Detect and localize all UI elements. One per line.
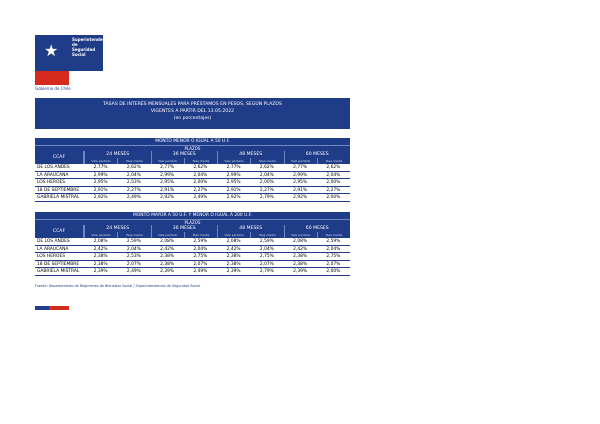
rate-cell: 2,75% <box>250 253 283 261</box>
rate-cell: 2,39% <box>284 268 317 276</box>
rate-cell: 2,38% <box>84 253 117 261</box>
rate-cell: 2,38% <box>151 253 184 261</box>
sub-header-media: Tasa media <box>184 158 217 164</box>
rate-cell: 2,49% <box>117 268 150 276</box>
sub-header-media: Tasa media <box>317 232 350 238</box>
rate-cell: 2,92% <box>84 194 117 202</box>
ccaf-header: CCAF <box>35 225 84 238</box>
rate-cell: 2,91% <box>217 187 250 195</box>
rate-cell: 2,62% <box>317 164 350 172</box>
rate-cell: 2,00% <box>250 179 283 187</box>
rate-cell: 2,42% <box>151 246 184 254</box>
period-header: 24 MESES <box>84 151 151 158</box>
source-note: Fuente: Departamento de Regímenes de Bienestar Social / Superintendencia de Seguridad Social <box>35 284 201 288</box>
rate-cell: 2,42% <box>217 246 250 254</box>
logo-red-band <box>35 71 69 85</box>
row-label: GABRIELA MISTRAL <box>35 268 84 276</box>
rate-cell: 2,08% <box>84 238 117 246</box>
logo-text-line2: de Seguridad <box>72 42 96 52</box>
period-header: 60 MESES <box>284 225 351 232</box>
rate-cell: 2,49% <box>117 194 150 202</box>
rate-cell: 2,42% <box>284 246 317 254</box>
logo-star-panel <box>35 35 69 71</box>
rate-cell: 2,62% <box>250 164 283 172</box>
rate-cell: 2,27% <box>250 187 283 195</box>
rate-cell: 2,91% <box>84 187 117 195</box>
rate-cell: 2,38% <box>151 261 184 269</box>
period-header: 24 MESES <box>84 225 151 232</box>
rate-cell: 2,91% <box>151 187 184 195</box>
rate-cell: 2,99% <box>151 172 184 180</box>
rate-cell: 2,39% <box>151 268 184 276</box>
rate-cell: 2,62% <box>184 164 217 172</box>
rate-cell: 2,77% <box>84 164 117 172</box>
rate-cell: 2,49% <box>184 194 217 202</box>
plazos-header: PLAZOS <box>35 219 350 225</box>
rate-cell: 2,39% <box>84 268 117 276</box>
banner-line1: TASAS DE INTERÉS MENSUALES PARA PRÉSTAMOS EN PESOS, SEGÚN PLAZOS <box>103 102 282 107</box>
rate-cell: 2,27% <box>317 187 350 195</box>
rate-cell: 2,08% <box>284 238 317 246</box>
rate-cell: 2,00% <box>317 194 350 202</box>
rate-cell: 2,07% <box>184 261 217 269</box>
table-title: MONTO MAYOR A 50 U.F. Y MENOR O IGUAL A 200 U.F. <box>35 212 350 219</box>
rate-cell: 2,42% <box>84 246 117 254</box>
table-grid <box>35 225 350 276</box>
rate-cell: 2,07% <box>250 261 283 269</box>
rate-cell: 2,77% <box>284 164 317 172</box>
rate-cell: 2,00% <box>184 179 217 187</box>
logo-text-line1: Superintendencia <box>72 37 112 42</box>
rate-cell: 2,04% <box>250 172 283 180</box>
logo-subtitle: Gobierno de Chile <box>35 86 71 91</box>
rates-table-small <box>35 138 350 202</box>
row-label: 18 DE SEPTIEMBRE <box>35 187 84 195</box>
rate-cell: 2,08% <box>151 238 184 246</box>
sub-header-pactado: Vale pactado <box>151 158 184 164</box>
sub-header-pactado: Vale pactado <box>151 232 184 238</box>
rate-cell: 2,04% <box>317 246 350 254</box>
sub-header-media: Tasa media <box>117 232 150 238</box>
rate-cell: 2,95% <box>84 179 117 187</box>
rate-cell: 2,38% <box>284 253 317 261</box>
rate-cell: 2,75% <box>317 253 350 261</box>
row-label: LOS HEROES <box>35 253 84 261</box>
rate-cell: 2,04% <box>250 246 283 254</box>
flag-bar <box>35 306 69 310</box>
star-icon: ★ <box>44 41 59 60</box>
period-header: 36 MESES <box>151 225 218 232</box>
rate-cell: 2,38% <box>217 261 250 269</box>
sub-header-pactado: Vale pactado <box>84 232 117 238</box>
rate-cell: 2,79% <box>250 268 283 276</box>
rate-cell: 2,92% <box>217 194 250 202</box>
sub-header-media: Tasa media <box>184 232 217 238</box>
rate-cell: 2,27% <box>117 187 150 195</box>
rate-cell: 2,38% <box>284 261 317 269</box>
rate-cell: 2,59% <box>117 238 150 246</box>
rate-cell: 2,99% <box>84 172 117 180</box>
rate-cell: 2,77% <box>217 164 250 172</box>
rate-cell: 2,07% <box>117 261 150 269</box>
document-title-banner <box>35 98 350 129</box>
banner-line3: (en porcentajes) <box>173 116 212 121</box>
row-label: LA ARAUCANA <box>35 172 84 180</box>
rate-cell: 2,49% <box>184 268 217 276</box>
row-label: 18 DE SEPTIEMBRE <box>35 261 84 269</box>
rate-cell: 2,27% <box>184 187 217 195</box>
rate-cell: 2,53% <box>117 179 150 187</box>
rate-cell: 2,39% <box>217 268 250 276</box>
row-label: DE LOS ANDES <box>35 238 84 246</box>
sub-header-media: Tasa media <box>117 158 150 164</box>
rate-cell: 2,00% <box>317 179 350 187</box>
sub-header-pactado: Vale pactado <box>217 232 250 238</box>
rate-cell: 2,04% <box>184 172 217 180</box>
rate-cell: 2,00% <box>317 268 350 276</box>
rate-cell: 2,04% <box>117 172 150 180</box>
period-header: 48 MESES <box>217 225 284 232</box>
rate-cell: 2,91% <box>284 187 317 195</box>
rate-cell: 2,99% <box>217 172 250 180</box>
period-header: 60 MESES <box>284 151 351 158</box>
rate-cell: 2,62% <box>117 164 150 172</box>
row-label: GABRIELA MISTRAL <box>35 194 84 202</box>
rate-cell: 2,07% <box>317 261 350 269</box>
rate-cell: 2,59% <box>184 238 217 246</box>
rate-cell: 2,38% <box>217 253 250 261</box>
period-header: 48 MESES <box>217 151 284 158</box>
rate-cell: 2,95% <box>284 179 317 187</box>
rate-cell: 2,04% <box>317 172 350 180</box>
plazos-header: PLAZOS <box>35 145 350 151</box>
rate-cell: 2,04% <box>184 246 217 254</box>
rates-table-large <box>35 212 350 276</box>
rate-cell: 2,59% <box>250 238 283 246</box>
sub-header-pactado: Vale pactado <box>284 232 317 238</box>
ccaf-header: CCAF <box>35 151 84 164</box>
table-grid <box>35 151 350 202</box>
table-title: MONTO MENOR O IGUAL A 50 U.F. <box>35 138 350 145</box>
rate-cell: 2,53% <box>117 253 150 261</box>
rate-cell: 2,38% <box>84 261 117 269</box>
rate-cell: 2,95% <box>217 179 250 187</box>
banner-line2: VIGENTES A PARTIR DEL 13.05.2022 <box>150 109 235 114</box>
sub-header-media: Tasa media <box>250 232 283 238</box>
rate-cell: 2,08% <box>217 238 250 246</box>
rate-cell: 2,77% <box>151 164 184 172</box>
rate-cell: 2,99% <box>284 172 317 180</box>
row-label: LOS HEROES <box>35 179 84 187</box>
logo-text-line3: Social <box>72 52 86 57</box>
sub-header-media: Tasa media <box>250 158 283 164</box>
row-label: LA ARAUCANA <box>35 246 84 254</box>
sub-header-pactado: Vale pactado <box>217 158 250 164</box>
rate-cell: 2,75% <box>184 253 217 261</box>
rate-cell: 2,79% <box>250 194 283 202</box>
sub-header-pactado: Vale pactado <box>84 158 117 164</box>
rate-cell: 2,04% <box>117 246 150 254</box>
rate-cell: 2,59% <box>317 238 350 246</box>
period-header: 36 MESES <box>151 151 218 158</box>
rate-cell: 2,95% <box>151 179 184 187</box>
sub-header-media: Tasa media <box>317 158 350 164</box>
row-label: DE LOS ANDES <box>35 164 84 172</box>
sub-header-pactado: Vale pactado <box>284 158 317 164</box>
logo-text-panel <box>69 35 112 71</box>
rate-cell: 2,92% <box>151 194 184 202</box>
rate-cell: 2,92% <box>284 194 317 202</box>
